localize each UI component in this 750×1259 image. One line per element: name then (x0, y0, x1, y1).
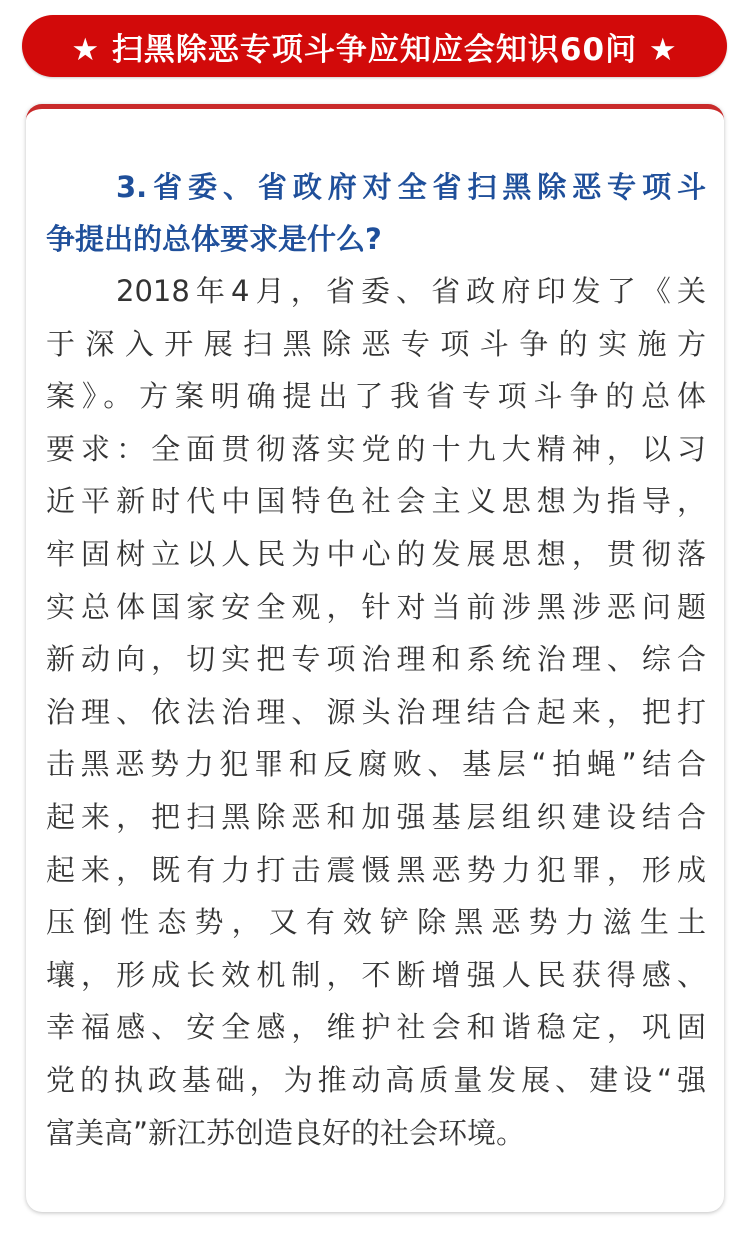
title-banner (22, 15, 727, 77)
answer-body (46, 265, 706, 1159)
question-line: 争提出的总体要求是什么? (46, 222, 382, 256)
question-card (26, 104, 724, 1212)
answer-line: 牢固树立以人民为中心的发展思想，贯彻落 (46, 536, 706, 571)
answer-line: 要求：全面贯彻落实党的十九大精神，以习 (46, 431, 706, 466)
question-heading (46, 161, 706, 265)
answer-line: 压倒性态势，又有效铲除黑恶势力滋生土 (46, 905, 706, 940)
answer-line: 2018年4月，省委、省政府印发了《关 (116, 274, 706, 308)
answer-line: 新动向，切实把专项治理和系统治理、综合 (46, 642, 706, 677)
answer-line: 近平新时代中国特色社会主义思想为指导， (46, 484, 706, 519)
question-line: 3.省委、省政府对全省扫黑除恶专项斗 (116, 170, 706, 204)
answer-line: 击黑恶势力犯罪和反腐败、基层“拍蝇”结合 (46, 747, 706, 782)
answer-line: 壤，形成长效机制，不断增强人民获得感、 (46, 957, 706, 992)
answer-line: 富美高”新江苏创造良好的社会环境。 (46, 1115, 526, 1150)
answer-line: 幸福感、安全感，维护社会和谐稳定，巩固 (46, 1010, 706, 1045)
answer-line: 于深入开展扫黑除恶专项斗争的实施方 (46, 326, 706, 361)
answer-line: 党的执政基础，为推动高质量发展、建设“强 (46, 1062, 706, 1097)
answer-line: 实总体国家安全观，针对当前涉黑涉恶问题 (46, 589, 706, 624)
answer-line: 起来，既有力打击震慑黑恶势力犯罪，形成 (46, 852, 706, 887)
answer-line: 治理、依法治理、源头治理结合起来，把打 (46, 694, 706, 729)
answer-line: 案》。方案明确提出了我省专项斗争的总体 (46, 379, 706, 414)
banner-title: ★ 扫黑除恶专项斗争应知应会知识60问 ★ (71, 31, 678, 68)
answer-line: 起来，把扫黑除恶和加强基层组织建设结合 (46, 799, 706, 834)
